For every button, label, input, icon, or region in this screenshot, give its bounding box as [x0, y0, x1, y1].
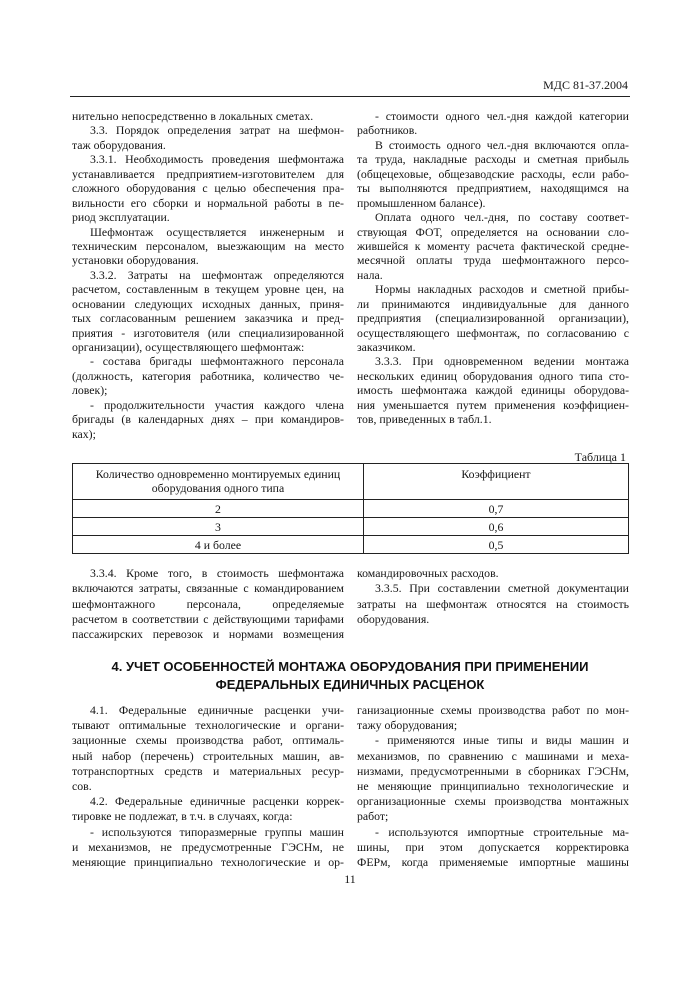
- text-line: месячной оплаты труда шефмонтажного персо-: [357, 253, 629, 268]
- text-line: - используются импортные строительные ма-: [375, 824, 629, 839]
- paragraph: [357, 282, 629, 354]
- text-line: бригады (в календарных днях – при командиров-: [72, 412, 344, 427]
- paragraph: [72, 225, 344, 268]
- paragraph: [72, 703, 344, 794]
- text-line: Шефмонтаж осуществляется инженерным и: [90, 224, 344, 239]
- text-line: ганизационные схемы производства работ по мон-: [357, 703, 629, 717]
- paragraph: [72, 398, 344, 441]
- paragraph: [357, 138, 629, 210]
- text-line: таж оборудования.: [72, 137, 166, 152]
- section-heading-line: 4. УЧЕТ ОСОБЕННОСТЕЙ МОНТАЖА ОБОРУДОВАНИЯ ПРИ ПРИМЕНЕНИИ: [111, 659, 589, 674]
- text-line: тывают оптимальные технологические и органи-: [72, 718, 344, 733]
- column-top-left: [72, 109, 344, 441]
- text-line: та труда, накладные расходы и сметная прибыль: [357, 152, 629, 167]
- text-line: сов.: [72, 778, 92, 793]
- text-line: тотранспортных средств и материальных ресур-: [72, 763, 344, 778]
- table-header-coefficient: Коэффициент: [364, 464, 629, 500]
- text-line: устанавливается предприятием-изготовителем для: [72, 166, 344, 181]
- table-cell-coefficient: 0,5: [364, 536, 629, 554]
- text-line: ния уменьшается путем применения коэффициен-: [357, 397, 629, 412]
- paragraph: [357, 566, 629, 581]
- text-line: меняющие принципиально технологические и ор-: [72, 854, 344, 869]
- table-caption: Таблица 1: [574, 450, 626, 464]
- text-line: шины, при этом допускается корректировка: [357, 839, 629, 854]
- text-line: техническим персоналом, выезжающим на место: [72, 238, 344, 253]
- text-line: организации), осуществляющего шефмонтаж:: [72, 340, 305, 354]
- text-line: осуществляющего шефмонтаж, по согласованию с: [357, 325, 629, 340]
- text-line: В стоимость одного чел.-дня включаются опла-: [375, 137, 629, 152]
- text-line: тировке не подлежат, в т.ч. в случаях, когда:: [72, 809, 293, 824]
- text-line: вильности его сборки и нормальной работы в пе-: [72, 195, 344, 210]
- column-middle-right: [357, 566, 629, 627]
- text-line: 4.2. Федеральные единичные расценки коррек-: [90, 794, 344, 809]
- paragraph: [72, 123, 344, 152]
- text-line: ты выполняются предприятием, находящимся на: [357, 181, 629, 196]
- text-line: - продолжительности участия каждого члена: [90, 397, 344, 412]
- text-line: установки оборудования.: [72, 253, 199, 268]
- text-line: включаются затраты, связанные с командированием: [72, 581, 344, 596]
- table-header-row: [73, 464, 629, 500]
- text-line: основании следующих исходных данных, приня-: [72, 296, 344, 311]
- text-line: и механизмов, не предусмотренные ГЭСНм, не: [72, 839, 344, 854]
- text-line: организационные схемы производства монтажных: [357, 794, 629, 809]
- text-line: 3.3.1. Необходимость проведения шефмонтажа: [90, 152, 344, 167]
- text-line: Нормы накладных расходов и сметной прибы-: [375, 282, 629, 297]
- text-line: 3.3.4. Кроме того, в стоимость шефмонтажа: [90, 566, 344, 580]
- table-cell-count: 3: [73, 518, 364, 536]
- paragraph: [72, 825, 344, 871]
- text-line: расчетом в соответствии с действующими тарифами: [72, 611, 344, 626]
- text-line: работ;: [357, 809, 389, 824]
- text-line: 3.3.3. При одновременном ведении монтажа: [375, 354, 629, 369]
- text-line: затраты на шефмонтаж относятся на стоимость: [357, 596, 629, 611]
- text-line: 3.3.5. При составлении сметной документации: [375, 581, 629, 596]
- paragraph: [72, 109, 344, 123]
- text-line: - используются типоразмерные группы машин: [90, 824, 344, 839]
- text-line: нительно непосредственно в локальных сметах.: [72, 109, 314, 123]
- paragraph: [357, 825, 629, 871]
- coefficient-table: [72, 463, 629, 554]
- table-row: [73, 536, 629, 554]
- table-cell-coefficient: 0,6: [364, 518, 629, 536]
- paragraph: [357, 703, 629, 733]
- text-line: низмами, предусмотренными в сборниках ГЭСНм,: [357, 763, 629, 778]
- text-line: 4.1. Федеральные единичные расценки учи-: [90, 703, 344, 717]
- paragraph: [357, 354, 629, 426]
- header-rule: [70, 96, 630, 97]
- text-line: - стоимости одного чел.-дня каждой категории: [375, 109, 629, 123]
- paragraph: [357, 733, 629, 824]
- text-line: механизмов, по сравнению с машинами и меха-: [357, 748, 629, 763]
- text-line: нескольких единиц оборудования одного типа сто-: [357, 368, 629, 383]
- text-line: - применяются иные типы и виды машин и: [375, 733, 629, 748]
- text-line: работников.: [357, 123, 418, 138]
- text-line: ловек);: [72, 383, 108, 398]
- text-line: тых согласованным решением заказчика и пред-: [72, 311, 344, 326]
- document-code: МДС 81-37.2004: [543, 78, 628, 92]
- text-line: приятия - изготовителя (или специализированной: [72, 325, 344, 340]
- table-cell-count: 4 и более: [73, 536, 364, 554]
- text-line: командировочных расходов.: [357, 566, 499, 580]
- text-line: предприятия (специализированной организации),: [357, 311, 629, 326]
- paragraph: [72, 566, 344, 642]
- section-heading: [0, 658, 700, 693]
- text-line: (должность, категория работника, количество че-: [72, 368, 344, 383]
- text-line: ФЕРм, когда применяемые импортные машины: [357, 854, 629, 869]
- text-line: тажу оборудования;: [357, 718, 458, 733]
- text-line: Оплата одного чел.-дня, по составу соответ-: [375, 210, 629, 225]
- paragraph: [72, 152, 344, 224]
- text-line: пассажирских перевозок и нормами возмещения: [72, 627, 344, 642]
- text-line: расчетом, составленным в текущем уровне цен, на: [72, 282, 344, 297]
- text-line: 3.3.2. Затраты на шефмонтаж определяются: [90, 267, 344, 282]
- table-cell-count: 2: [73, 500, 364, 518]
- paragraph: [357, 109, 629, 138]
- text-line: - состава бригады шефмонтажного персонала: [90, 354, 344, 369]
- text-line: ствующая ФОТ, определяется на основании сло-: [357, 224, 629, 239]
- paragraph: [72, 794, 344, 824]
- paragraph: [72, 268, 344, 355]
- text-line: оборудования.: [357, 611, 430, 626]
- text-line: тов, приведенных в табл.1.: [357, 412, 492, 427]
- table-row: [73, 500, 629, 518]
- text-line: сложного оборудования с целью обеспечения пра-: [72, 181, 344, 196]
- text-line: риод эксплуатации.: [72, 210, 170, 225]
- text-line: 3.3. Порядок определения затрат на шефмон-: [90, 123, 344, 138]
- text-line: (общецеховые, общезаводские расходы, если рабо-: [357, 166, 629, 181]
- text-line: ный набор (перечень) строительных машин, ав-: [72, 748, 344, 763]
- text-line: жившейся к моменту расчета фактической средне-: [357, 238, 629, 253]
- paragraph: [357, 210, 629, 282]
- text-line: нала.: [357, 267, 383, 282]
- text-line: шефмонтажного персонала, определяемые: [72, 596, 344, 611]
- text-line: зационные схемы производства работ, оптималь-: [72, 733, 344, 748]
- paragraph: [357, 581, 629, 627]
- column-middle-left: [72, 566, 344, 642]
- column-bottom-right: [357, 703, 629, 870]
- table-row: [73, 518, 629, 536]
- column-bottom-left: [72, 703, 344, 870]
- text-line: ках);: [72, 426, 96, 441]
- table-header-count: Количество одновременно монтируемых единиц оборудования одного типа: [73, 464, 364, 500]
- text-line: ли принимаются индивидуальные для данного: [357, 296, 629, 311]
- text-line: промышленном балансе).: [357, 195, 486, 210]
- text-line: не меняющие принципиально технологические и: [357, 778, 629, 793]
- column-top-right: [357, 109, 629, 427]
- text-line: имость шефмонтажа каждой единицы оборудова-: [357, 383, 629, 398]
- paragraph: [72, 354, 344, 397]
- page-number: 11: [344, 872, 356, 886]
- table-cell-coefficient: 0,7: [364, 500, 629, 518]
- text-line: заказчиком.: [357, 340, 416, 354]
- section-heading-line: ФЕДЕРАЛЬНЫХ ЕДИНИЧНЫХ РАСЦЕНОК: [215, 676, 485, 692]
